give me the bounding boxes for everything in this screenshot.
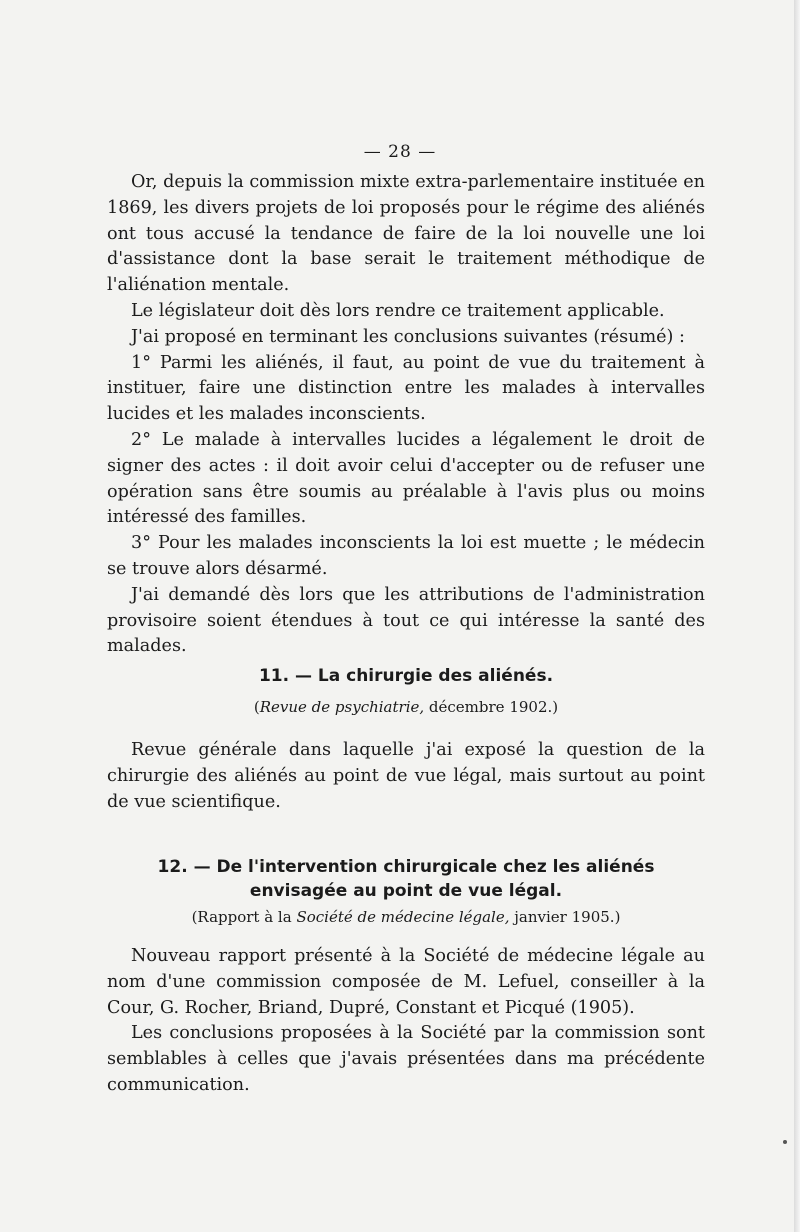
paragraph-conclusion-2: 2° Le malade à intervalles lucides a légalement le droit de signer des actes : il doit avoir celui d'accepter ou de refuser une opération sans être soumis au préalable à l'avis plus ou moins intéressé des familles. (107, 429, 705, 528)
paragraph-legislateur: Le législateur doit dès lors rendre ce traitement applicable. (131, 300, 665, 321)
section-11-text (107, 738, 705, 815)
paragraph-nouveau-rapport: Nouveau rapport présenté à la Société de médecine légale au nom d'une commission composée de M. Lefuel, conseiller à la Cour, G. Rocher, Briand, Dupré, Constant et Picqué (1905). (107, 946, 705, 1018)
scan-speck (783, 1140, 787, 1144)
section-11-source: (Revue de psychiatrie, décembre 1902.) (253, 698, 559, 716)
paragraph-conclusion-1: 1° Parmi les aliénés, il faut, au point de vue du traitement à instituer, faire une distinction entre les malades à intervalles lucides et les malades inconscients. (107, 352, 705, 425)
section-12-title-line1: 12. — De l'intervention chirurgicale chez les aliénés (157, 857, 655, 877)
intro-text-block (107, 170, 705, 660)
source-society: Société de médecine légale, (296, 908, 510, 926)
source-date: janvier 1905.) (514, 908, 621, 926)
page-edge-shadow (794, 0, 800, 1232)
section-11-title: 11. — La chirurgie des aliénés. (258, 666, 554, 686)
section-12-title-line2: envisagée au point de vue légal. (249, 881, 563, 901)
paragraph-commission: Or, depuis la commission mixte extra-parlementaire instituée en 1869, les divers projets de loi proposés pour le régime des aliénés ont tous accusé la tendance de faire de la loi nouvelle une loi d'assistance dont la base serait le traitement méthodique de l'aliénation mentale. (107, 172, 705, 296)
section-12-title (107, 855, 705, 903)
section-12-source (107, 906, 705, 928)
source-journal: Revue de psychiatrie, (259, 698, 425, 716)
paragraph-conclusions-intro: J'ai proposé en terminant les conclusions suivantes (résumé) : (131, 326, 685, 347)
paragraph-administration: J'ai demandé dès lors que les attributions de l'administration provisoire soient étendues à tout ce qui intéresse la santé des malades. (107, 584, 705, 657)
paragraph-revue-generale: Revue générale dans laquelle j'ai exposé la question de la chirurgie des aliénés au point de vue légal, mais surtout au point de vue scientifique. (107, 740, 705, 812)
paragraph-conclusions-semblables: Les conclusions proposées à la Société par la commission sont semblables à celles que j'avais présentées dans ma précédente communication. (107, 1023, 705, 1095)
source-prefix: (Rapport à la (191, 908, 292, 926)
source-date: décembre 1902. (428, 698, 553, 716)
section-12-text (107, 944, 705, 1099)
page-number: — 28 — (363, 142, 437, 162)
paragraph-conclusion-3: 3° Pour les malades inconscients la loi est muette ; le médecin se trouve alors désarmé. (107, 533, 705, 579)
